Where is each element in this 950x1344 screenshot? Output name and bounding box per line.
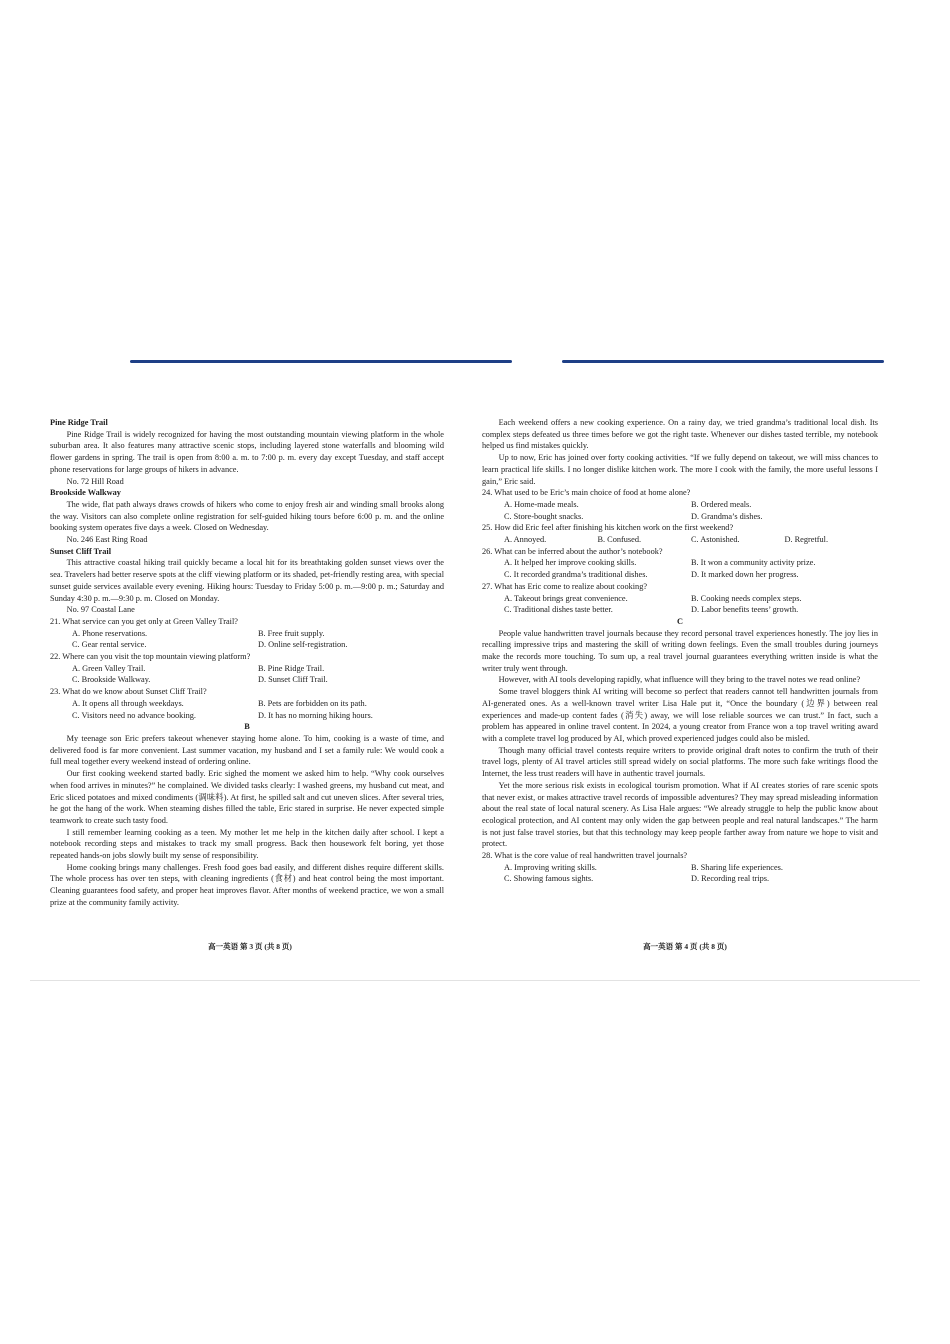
- question-stem: 26. What can be inferred about the author’s notebook?: [482, 546, 663, 556]
- passage-paragraph: Up to now, Eric has joined over forty cooking activities. “If we fully depend on takeout, we will miss chances to learn practical life skills. I no longer dislike kitchen work. The more I cook with the family, the more useful lessons I gain,” Eric said.: [482, 453, 878, 486]
- option: A. Green Valley Trail.: [72, 663, 146, 673]
- question-options: [50, 663, 444, 686]
- question-stem: 23. What do we know about Sunset Cliff Trail?: [50, 687, 207, 697]
- question-stem: 22. Where can you visit the top mountain viewing platform?: [50, 652, 251, 662]
- option: B. Pine Ridge Trail.: [258, 663, 325, 673]
- header-rule-right: [562, 360, 884, 363]
- scan-edge-divider: [30, 980, 920, 981]
- trail-heading: Sunset Cliff Trail: [50, 546, 112, 556]
- page-3-column: [50, 417, 444, 909]
- question-stem: 28. What is the core value of real handwritten travel journals?: [482, 851, 688, 861]
- option: A. Home-made meals.: [504, 499, 579, 509]
- question-stem: 25. How did Eric feel after finishing his kitchen work on the first weekend?: [482, 523, 734, 533]
- option: B. Pets are forbidden on its path.: [258, 698, 367, 708]
- trail-description: Pine Ridge Trail is widely recognized for having the most outstanding mountain viewing platform in the whole suburban area. It also features many attractive scenic stops, including layered stone waterfalls and blooming wild flower gardens in spring. The trail is open from 8:00 a. m. to 7:00 p. m. every day except Tuesday, and staff accept phone reservations for large groups of hikers in advance.: [50, 429, 444, 474]
- passage-paragraph: However, with AI tools developing rapidly, what influence will they bring to the travel notes we read online?: [498, 675, 861, 685]
- page-footer-4: 高一英语 第 4 页 (共 8 页): [643, 942, 727, 951]
- trail-heading: Pine Ridge Trail: [50, 418, 108, 427]
- option: C. Traditional dishes taste better.: [504, 605, 613, 615]
- page-4-column: [482, 417, 878, 885]
- trail-description: The wide, flat path always draws crowds of hikers who come to enjoy fresh air and winding small brooks along the way. Visitors can also complete online registration for self-guided hiking tours before 6:00 p. m. and the online booking system operates five days a week. Closed on Wednesday.: [50, 499, 444, 533]
- option: C. Astonished.: [691, 535, 740, 545]
- section-label-b: B: [244, 722, 250, 732]
- option: C. Brookside Walkway.: [72, 675, 151, 685]
- option: A. It helped her improve cooking skills.: [504, 558, 637, 568]
- question-options: [482, 862, 878, 885]
- option: D. It has no morning hiking hours.: [258, 710, 373, 720]
- option: B. Confused.: [597, 535, 642, 545]
- option: A. Phone reservations.: [72, 628, 148, 638]
- option: B. Cooking needs complex steps.: [691, 593, 802, 603]
- passage-paragraph: Though many official travel contests require writers to provide original draft notes to confirm the truth of their travel logs, plenty of AI travel articles still spread widely on social platforms. The more such fake writings flood the Internet, the less trust readers will have in authentic travel journals.: [482, 745, 878, 779]
- page-footer-3: 高一英语 第 3 页 (共 8 页): [208, 942, 292, 951]
- question-stem: 24. What used to be Eric’s main choice of food at home alone?: [482, 488, 691, 498]
- option: D. Regretful.: [784, 535, 829, 545]
- passage-paragraph: Some travel bloggers think AI writing will become so perfect that readers cannot tell handwritten journals from AI-generated ones. As a well-known travel writer Lisa Hale put it, “Once the boundary (边界) between real experiences and made-up content fades (消失) away, we will lose reliable sources we can trust.” In fact, such a problem has appeared in online travel content. In 2024, a young creator from France won a top travel writing award with a complete travel log produced by AI, which proved experienced judges could also be misled.: [482, 687, 878, 743]
- passage-paragraph: People value handwritten travel journals because they record personal travel experiences honestly. The joy lies in recalling impressive trips and mastering the skill of writing down feelings. Even the small troubles during journeys make the records more touching. To sum up, a real travel journal guarantees everything written inside is what the writer truly went through.: [482, 628, 878, 673]
- option: B. It won a community activity prize.: [691, 558, 816, 568]
- option: C. Showing famous sights.: [504, 874, 594, 884]
- option: D. It marked down her progress.: [691, 570, 799, 580]
- option: D. Labor benefits teens’ growth.: [691, 605, 799, 615]
- question-stem: 27. What has Eric come to realize about cooking?: [482, 581, 648, 591]
- trail-address: No. 72 Hill Road: [66, 476, 124, 486]
- option: B. Ordered meals.: [691, 499, 752, 509]
- trail-address: No. 97 Coastal Lane: [66, 605, 135, 615]
- question-stem: 21. What service can you get only at Green Valley Trail?: [50, 616, 238, 626]
- trail-address: No. 246 East Ring Road: [66, 535, 148, 545]
- question-options: [482, 557, 878, 580]
- option: B. Sharing life experiences.: [691, 862, 783, 872]
- passage-paragraph: I still remember learning cooking as a teen. My mother let me help in the kitchen daily after school. I kept a notebook recording steps and mistakes to track my small progress. Back then housework felt boring, yet those repeated hands-on jobs slowly built my sense of responsibility.: [50, 827, 444, 861]
- option: A. It opens all through weekdays.: [72, 698, 184, 708]
- question-options: [482, 534, 878, 546]
- option: A. Annoyed.: [504, 535, 547, 545]
- passage-paragraph: Our first cooking weekend started badly. Eric sighed the moment we asked him to help. “Why cook ourselves when food arrives in minutes?” he complained. We divided tasks clearly: I washed greens, my husband cut meat, and Eric sliced potatoes and mixed condiments (调味料). At first, he spilled salt and cut uneven slices. After several tries, he got the hang of the work. When steaming dishes filled the table, Eric stared in surprise. He never expected simple teamwork to create such tasty food.: [50, 769, 444, 825]
- passage-paragraph: My teenage son Eric prefers takeout whenever staying home alone. To him, cooking is a waste of time, and delivered food is far more convenient. Last summer vacation, my husband and I set a family rule: We would cook a full meal together every weekend instead of ordering online.: [50, 733, 444, 767]
- option: C. Store-bought snacks.: [504, 511, 584, 521]
- header-rule-left: [130, 360, 512, 363]
- question-options: [482, 593, 878, 616]
- question-options: [482, 499, 878, 522]
- option: A. Takeout brings great convenience.: [504, 593, 628, 603]
- passage-paragraph: Home cooking brings many challenges. Fresh food goes bad easily, and different dishes require different skills. The whole process has over ten steps, with cleaning ingredients (食材) and heat control being the most important. Cleaning guarantees food safety, and proper heat improves flavor. After months of weekend practice, we won a small prize at the community family activity.: [50, 862, 444, 907]
- section-label-c: C: [677, 616, 683, 626]
- passage-paragraph: Yet the more serious risk exists in ecological tourism promotion. What if AI creates stories of rare scenic spots that never exist, or makes attractive travel records of impossible adventures? They may spread misleading information about the real state of local natural scenery. As Lisa Hale argues: “We already struggle to help the public know about ecological protection, and AI content may only widen the gap between people and real natural landscapes.” The harm is not just false travel stories, but that this technology may keep people farther away from nature we hope to visit and protect.: [482, 780, 878, 849]
- option: C. It recorded grandma’s traditional dishes.: [504, 570, 648, 580]
- option: C. Gear rental service.: [72, 640, 147, 650]
- option: B. Free fruit supply.: [258, 628, 325, 638]
- option: D. Online self-registration.: [258, 640, 348, 650]
- option: D. Recording real trips.: [691, 874, 770, 884]
- trail-description: This attractive coastal hiking trail quickly became a local hit for its breathtaking golden sunset views over the sea. Travelers had better reserve spots at the cliff viewing platform or its shaded, pet-friendly resting area, with special sunset guide services available every evening. Hiking hours: Tuesday to Friday 5:00 p. m.—9:00 p. m.; Saturday and Sunday 4:30 p. m.—9:30 p. m. Closed on Monday.: [50, 558, 444, 603]
- option: C. Visitors need no advance booking.: [72, 710, 197, 720]
- option: D. Grandma’s dishes.: [691, 511, 763, 521]
- option: D. Sunset Cliff Trail.: [258, 675, 328, 685]
- question-options: [50, 698, 444, 721]
- trail-heading: Brookside Walkway: [50, 488, 121, 498]
- passage-paragraph: Each weekend offers a new cooking experience. On a rainy day, we tried grandma’s traditional local dish. Its complex steps defeated us three times before we got the right taste. Whenever our dishes tasted terrible, my notebook helped us find mistakes quickly.: [482, 418, 878, 451]
- question-options: [50, 628, 444, 651]
- option: A. Improving writing skills.: [504, 862, 597, 872]
